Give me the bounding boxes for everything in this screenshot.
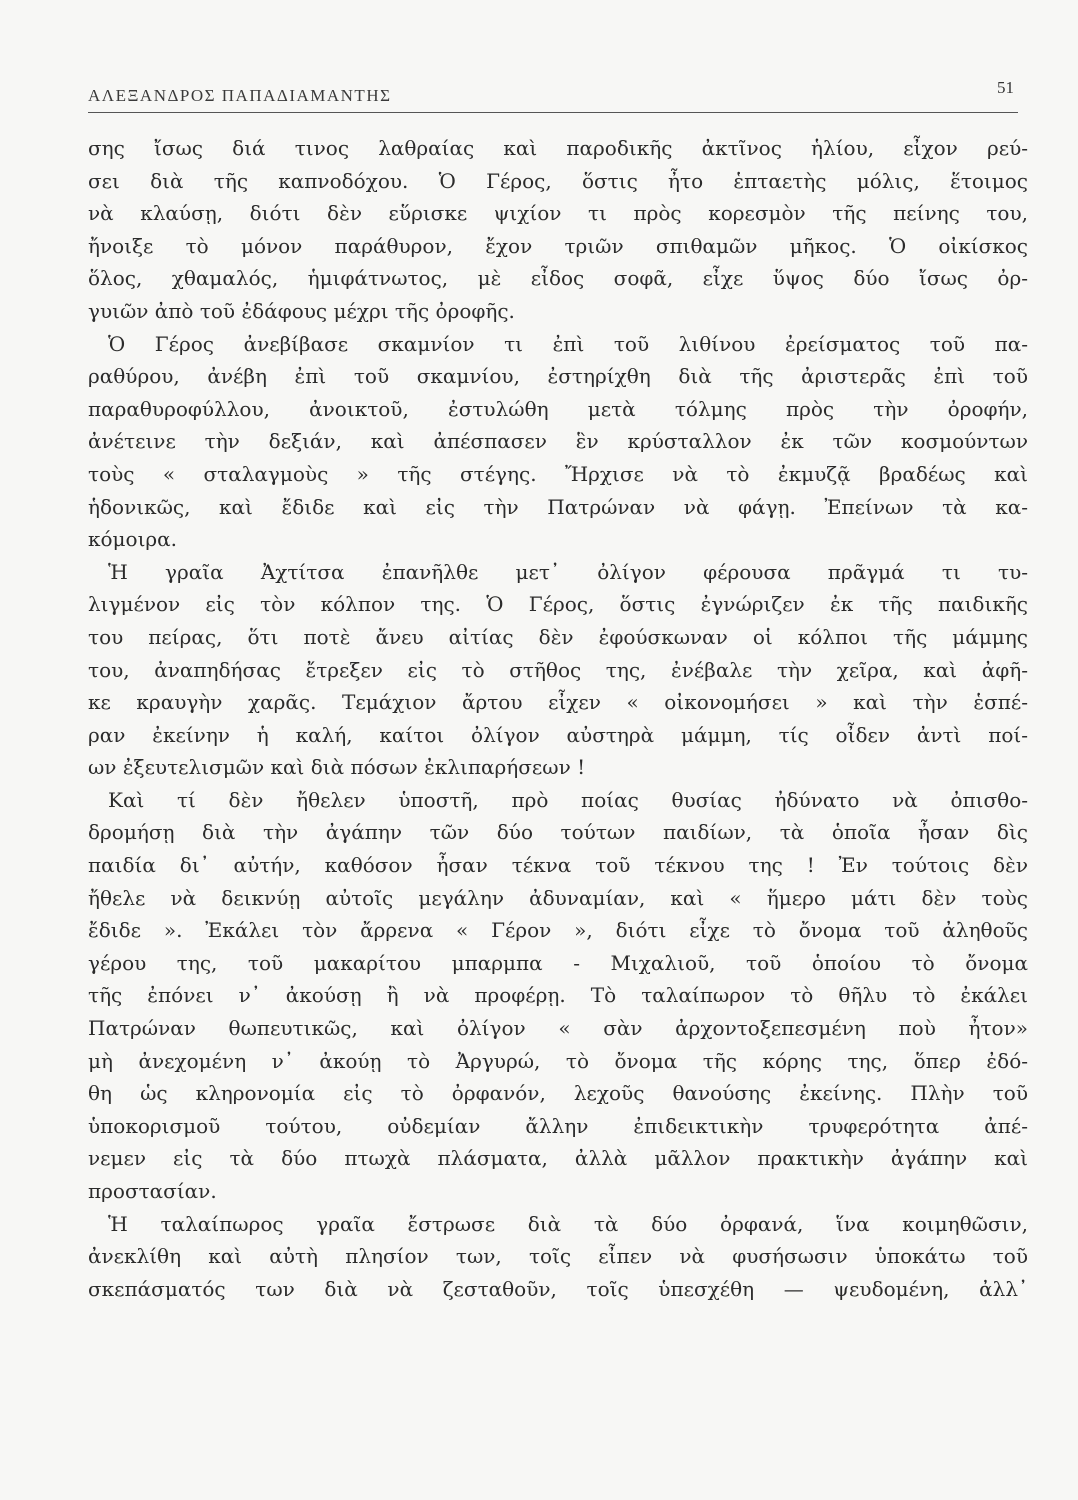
text-line: Ἡ γραῖα Ἀχτίτσα ἐπανῆλθε μετ᾽ ὀλίγον φέρουσα πρᾶγμά τι τυ- <box>108 559 1028 584</box>
text-line: γυιῶν ἀπὸ τοῦ ἐδάφους μέχρι τῆς ὀροφῆς. <box>88 298 515 323</box>
text-line: παιδία δι᾽ αὐτήν, καθόσον ἦσαν τέκνα τοῦ τέκνου της ! Ἐν τούτοις δὲν <box>88 853 1028 878</box>
text-line: κε κραυγὴν χαρᾶς. Τεμάχιον ἄρτου εἶχεν « οἰκονομήσει » καὶ τὴν ἑσπέ- <box>88 690 1028 715</box>
text-line: παραθυροφύλλου, ἀνοικτοῦ, ἐστυλώθη μετὰ τόλμης πρὸς τὴν ὀροφήν, <box>88 396 1028 421</box>
body-text <box>88 132 1028 1305</box>
text-line: λιγμένον εἰς τὸν κόλπον της. Ὁ Γέρος, ὅστις ἐγνώριζεν ἐκ τῆς παιδικῆς <box>88 592 1028 617</box>
text-line: σει διὰ τῆς καπνοδόχου. Ὁ Γέρος, ὅστις ἦτο ἑπταετὴς μόλις, ἕτοιμος <box>88 168 1028 193</box>
text-line: Ἡ ταλαίπωρος γραῖα ἔστρωσε διὰ τὰ δύο ὀρφανά, ἵνα κοιμηθῶσιν, <box>108 1211 1028 1236</box>
text-line: τῆς ἐπόνει ν᾽ ἀκούσῃ ἢ νὰ προφέρῃ. Τὸ ταλαίπωρον τὸ θῆλυ τὸ ἐκάλει <box>88 983 1028 1008</box>
text-line: ὑποκορισμοῦ τούτου, οὐδεμίαν ἄλλην ἐπιδεικτικὴν τρυφερότητα ἀπέ- <box>88 1113 1028 1138</box>
text-line: Καὶ τί δὲν ἤθελεν ὑποστῆ, πρὸ ποίας θυσίας ἠδύνατο νὰ ὀπισθο- <box>108 787 1028 812</box>
text-line: σης ἴσως διά τινος λαθραίας καὶ παροδικῆς ἀκτῖνος ἡλίου, εἶχον ρεύ- <box>88 136 1028 160</box>
text-line: τοὺς « σταλαγμοὺς » τῆς στέγης. Ἤρχισε νὰ τὸ ἐκμυζᾷ βραδέως καὶ <box>88 461 1028 486</box>
text-line: μὴ ἀνεχομένη ν᾽ ἀκούῃ τὸ Ἀργυρώ, τὸ ὄνομα τῆς κόρης της, ὅπερ ἐδό- <box>88 1048 1028 1073</box>
text-line: ραθύρου, ἀνέβη ἐπὶ τοῦ σκαμνίου, ἐστηρίχθη διὰ τῆς ἀριστερᾶς ἐπὶ τοῦ <box>88 364 1028 389</box>
text-line: ἤθελε νὰ δεικνύῃ αὐτοῖς μεγάλην ἀδυναμίαν, καὶ « ἥμερο μάτι δὲν τοὺς <box>88 885 1028 910</box>
text-line: Ὁ Γέρος ἀνεβίβασε σκαμνίον τι ἐπὶ τοῦ λιθίνου ἐρείσματος τοῦ πα- <box>108 331 1028 356</box>
running-head-author: ΑΛΕΞΑΝΔΡΟΣ ΠΑΠΑΔΙΑΜΑΝΤΗΣ <box>88 86 392 105</box>
text-line: ων ἐξευτελισμῶν καὶ διὰ πόσων ἐκλιπαρήσεων ! <box>88 755 586 780</box>
text-line: ὅλος, χθαμαλός, ἡμιφάτνωτος, μὲ εἶδος σοφᾶ, εἶχε ὕψος δύο ἴσως ὀρ- <box>88 266 1028 291</box>
text-line: θη ὡς κληρονομία εἰς τὸ ὀρφανόν, λεχοῦς θανούσης ἐκείνης. Πλὴν τοῦ <box>88 1081 1028 1106</box>
text-line: σκεπάσματός των διὰ νὰ ζεσταθοῦν, τοῖς ὑπεσχέθη — ψευδομένη, ἀλλ᾽ <box>88 1276 1028 1301</box>
text-line: του, ἀναπηδήσας ἔτρεξεν εἰς τὸ στῆθος της, ἐνέβαλε τὴν χεῖρα, καὶ ἀφῆ- <box>88 657 1028 682</box>
text-line: προστασίαν. <box>88 1179 217 1203</box>
text-line: ἀνεκλίθη καὶ αὐτὴ πλησίον των, τοῖς εἶπεν νὰ φυσήσωσιν ὑποκάτω τοῦ <box>88 1244 1028 1269</box>
text-line: ραν ἐκείνην ἡ καλή, καίτοι ὀλίγον αὐστηρὰ μάμμη, τίς οἶδεν ἀντὶ ποί- <box>88 722 1028 747</box>
text-line: νὰ κλαύσῃ, διότι δὲν εὕρισκε ψιχίον τι πρὸς κορεσμὸν τῆς πείνης του, <box>88 201 1028 226</box>
page-number: 51 <box>997 78 1014 97</box>
text-line: γέρου της, τοῦ μακαρίτου μπαρμπα - Μιχαλιοῦ, τοῦ ὁποίου τὸ ὄνομα <box>88 950 1028 975</box>
text-line: νεμεν εἰς τὰ δύο πτωχὰ πλάσματα, ἀλλὰ μᾶλλον πρακτικὴν ἀγάπην καὶ <box>88 1146 1028 1171</box>
text-line: του πείρας, ὅτι ποτὲ ἄνευ αἰτίας δὲν ἐφούσκωναν οἱ κόλποι τῆς μάμμης <box>88 624 1028 649</box>
text-line: δρομήσῃ διὰ τὴν ἀγάπην τῶν δύο τούτων παιδίων, τὰ ὁποῖα ἦσαν δὶς <box>88 820 1028 845</box>
text-line: κόμοιρα. <box>88 527 178 552</box>
text-line: ἀνέτεινε τὴν δεξιάν, καὶ ἀπέσπασεν ἓν κρύσταλλον ἐκ τῶν κοσμούντων <box>88 429 1028 454</box>
text-line: Πατρώναν θωπευτικῶς, καὶ ὀλίγον « σὰν ἀρχοντοξεπεσμένη ποὺ ἦτον» <box>88 1016 1028 1041</box>
text-line: ἔδιδε ». Ἐκάλει τὸν ἄρρενα « Γέρον », διότι εἶχε τὸ ὄνομα τοῦ ἀληθοῦς <box>88 918 1028 943</box>
running-head <box>88 78 1018 113</box>
text-line: ἤνοιξε τὸ μόνον παράθυρον, ἔχον τριῶν σπιθαμῶν μῆκος. Ὁ οἰκίσκος <box>88 233 1028 258</box>
text-line: ἡδονικῶς, καὶ ἔδιδε καὶ εἰς τὴν Πατρώναν νὰ φάγῃ. Ἐπείνων τὰ κα- <box>88 494 1028 519</box>
